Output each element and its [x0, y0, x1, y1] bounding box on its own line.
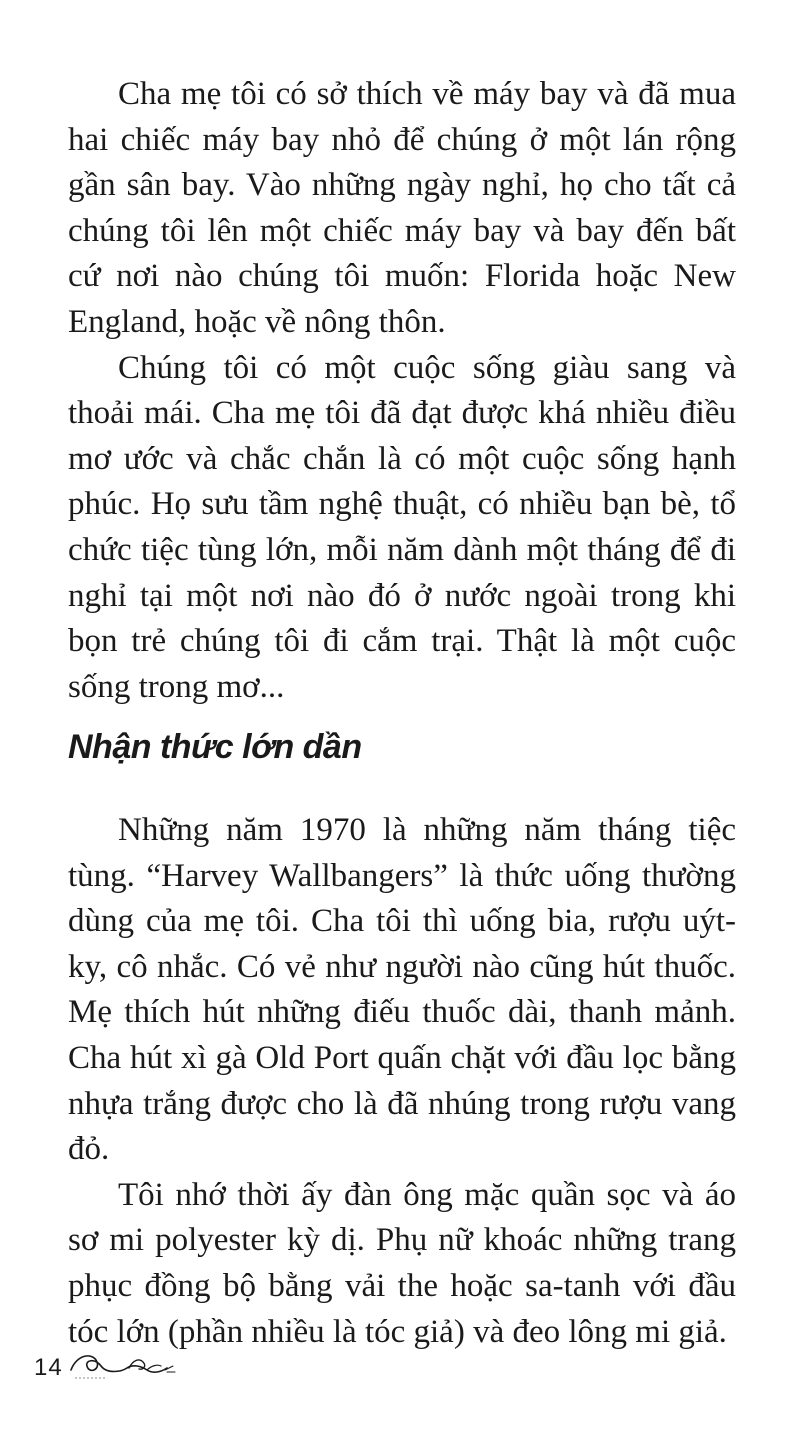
paragraph: Chúng tôi có một cuộc sống giàu sang và thoải mái. Cha mẹ tôi đã đạt được khá nhiều điều mơ ước và chắc chắn là có một cuộc sống hạnh phúc. Họ sưu tầm nghệ thuật, có nhiều bạn bè, tổ chức tiệc tùng lớn, mỗi năm dành một tháng để đi nghỉ tại một nơi nào đó ở nước ngoài trong khi bọn trẻ chúng tôi đi cắm trại. Thật là một cuộc sống trong mơ... — [68, 349, 736, 705]
page-footer — [34, 1348, 177, 1382]
paragraph: Những năm 1970 là những năm tháng tiệc tùng. “Harvey Wallbangers” là thức uống thường dùng của mẹ tôi. Cha tôi thì uống bia, rượu uýt-ky, cô nhắc. Có vẻ như người nào cũng hút thuốc. Mẹ thích hút những điếu thuốc dài, thanh mảnh. Cha hút xì gà Old Port quấn chặt với đầu lọc bằng nhựa trắng được cho là đã nhúng trong rượu vang đỏ. — [68, 812, 736, 1168]
section-heading: Nhận thức lớn dần — [68, 728, 362, 766]
paragraph: Tôi nhớ thời ấy đàn ông mặc quần sọc và áo sơ mi polyester kỳ dị. Phụ nữ khoác những trang phục đồng bộ bằng vải the hoặc sa-tanh với đầu tóc lớn (phần nhiều là tóc giả) và đeo lông mi giả. — [68, 1176, 736, 1350]
page-number: 14 — [34, 1354, 63, 1381]
swirl-ornament-icon — [67, 1348, 177, 1382]
section-2 — [68, 808, 736, 1355]
section-1 — [68, 72, 736, 710]
paragraph: Cha mẹ tôi có sở thích về máy bay và đã mua hai chiếc máy bay nhỏ để chúng ở một lán rộng gần sân bay. Vào những ngày nghỉ, họ cho tất cả chúng tôi lên một chiếc máy bay và bay đến bất cứ nơi nào chúng tôi muốn: Florida hoặc New England, hoặc về nông thôn. — [68, 76, 736, 340]
